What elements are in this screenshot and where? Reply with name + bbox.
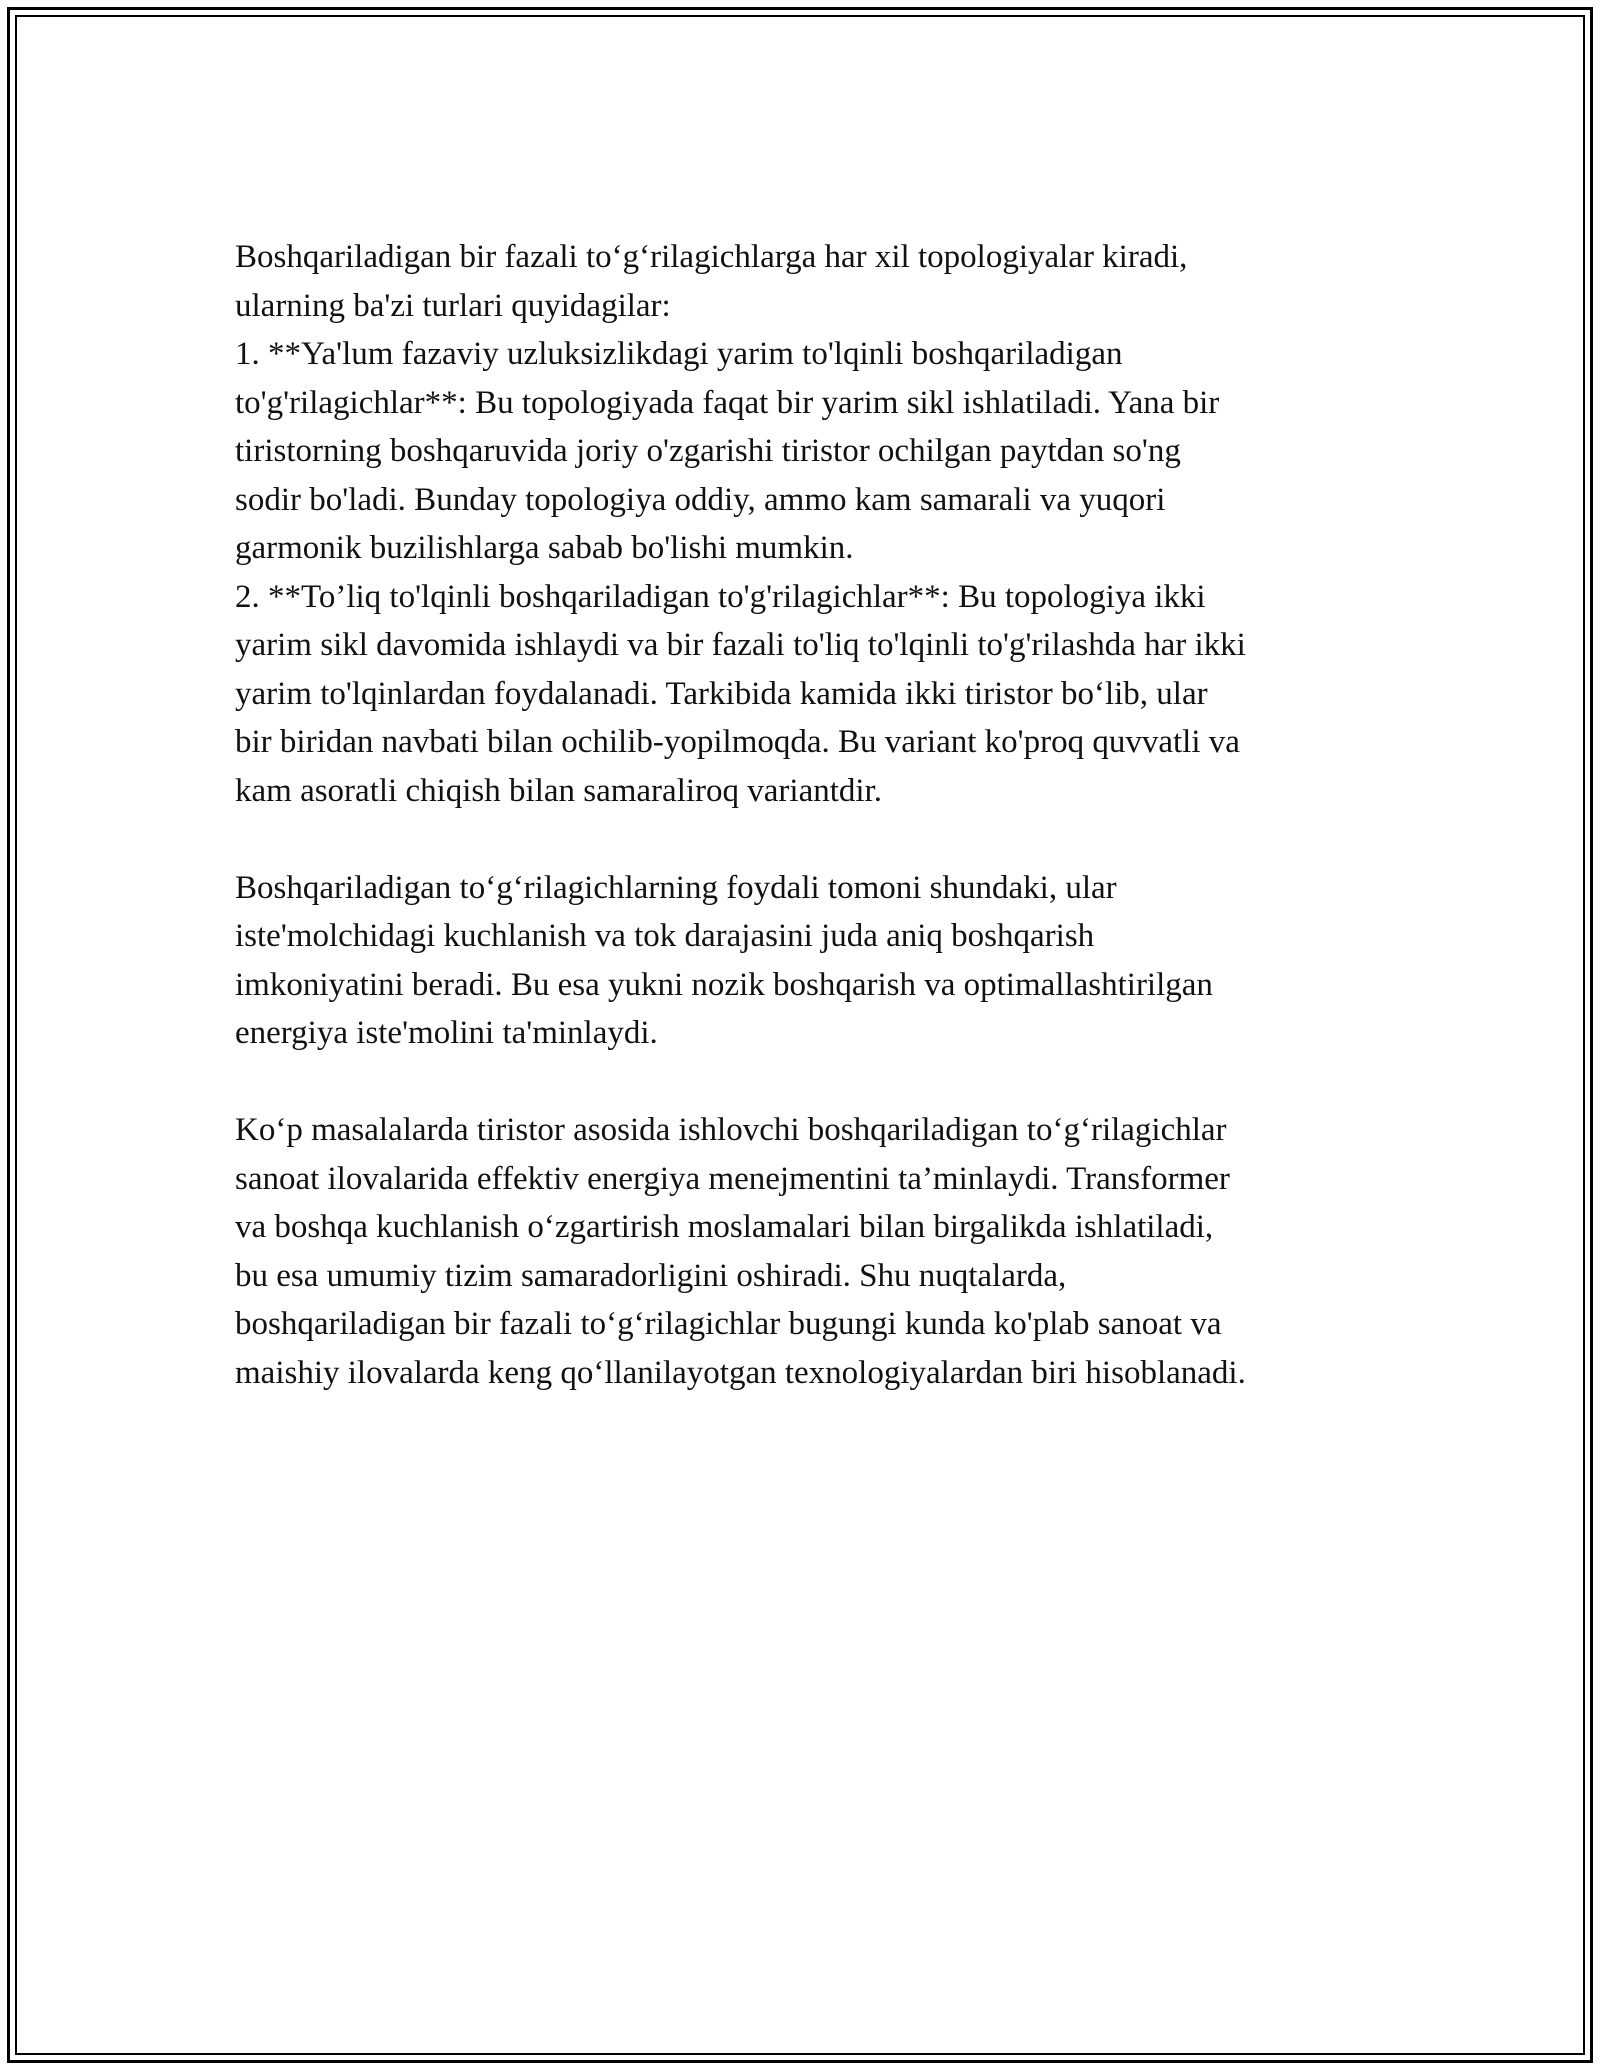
text-line: 1. **Ya'lum fazaviy uzluksizlikdagi yarim to'lqinli boshqariladigan (235, 336, 1123, 372)
text-line: tiristorning boshqaruvida joriy o'zgarishi tiristor ochilgan paytdan so'ng (235, 433, 1181, 469)
paragraph-advantages (235, 864, 1370, 1058)
text-line: Ko‘p masalalarda tiristor asosida ishlovchi boshqariladigan to‘g‘rilagichlar (235, 1112, 1227, 1148)
text-line: boshqariladigan bir fazali to‘g‘rilagichlar bugungi kunda ko'plab sanoat va (235, 1306, 1222, 1342)
paragraph-spacer (235, 815, 1370, 864)
list-item-half-wave (235, 330, 1370, 573)
text-line: va boshqa kuchlanish o‘zgartirish moslamalari bilan birgalikda ishlatiladi, (235, 1209, 1214, 1245)
text-line: sodir bo'ladi. Bunday topologiya oddiy, ammo kam samarali va yuqori (235, 481, 1166, 518)
paragraph-spacer (235, 1058, 1370, 1107)
paragraph-conclusion (235, 1106, 1370, 1397)
paragraph-intro (235, 233, 1370, 330)
text-line: garmonik buzilishlarga sabab bo'lishi mumkin. (235, 530, 854, 566)
text-line: kam asoratli chiqish bilan samaraliroq variantdir. (235, 772, 882, 809)
text-line: bu esa umumiy tizim samaradorligini oshiradi. Shu nuqtalarda, (235, 1257, 1067, 1294)
text-line: maishiy ilovalarda keng qo‘llanilayotgan texnologiyalardan biri hisoblanadi. (235, 1354, 1246, 1391)
text-line: iste'molchidagi kuchlanish va tok darajasini juda aniq boshqarish (235, 918, 1095, 954)
text-line: ularning ba'zi turlari quyidagilar: (235, 287, 671, 324)
text-line: bir biridan navbati bilan ochilib-yopilmoqda. Bu variant ko'proq quvvatli va (235, 724, 1240, 760)
list-item-full-wave (235, 573, 1370, 816)
text-line: imkoniyatini beradi. Bu esa yukni nozik boshqarish va optimallashtirilgan (235, 966, 1213, 1003)
document-body (235, 233, 1370, 1397)
text-line: yarim to'lqinlardan foydalanadi. Tarkibida kamida ikki tiristor bo‘lib, ular (235, 675, 1208, 712)
text-line: Boshqariladigan to‘g‘rilagichlarning foydali tomoni shundaki, ular (235, 869, 1117, 906)
text-line: sanoat ilovalarida effektiv energiya menejmentini ta’minlaydi. Transformer (235, 1160, 1230, 1197)
text-line: energiya iste'molini ta'minlaydi. (235, 1015, 658, 1051)
text-line: yarim sikl davomida ishlaydi va bir fazali to'liq to'lqinli to'g'rilashda har ikki (235, 627, 1246, 663)
text-line: Boshqariladigan bir fazali to‘g‘rilagichlarga har xil topologiyalar kiradi, (235, 239, 1188, 275)
text-line: 2. **To’liq to'lqinli boshqariladigan to'g'rilagichlar**: Bu topologiya ikki (235, 578, 1206, 615)
text-line: to'g'rilagichlar**: Bu topologiyada faqat bir yarim sikl ishlatiladi. Yana bir (235, 384, 1220, 421)
